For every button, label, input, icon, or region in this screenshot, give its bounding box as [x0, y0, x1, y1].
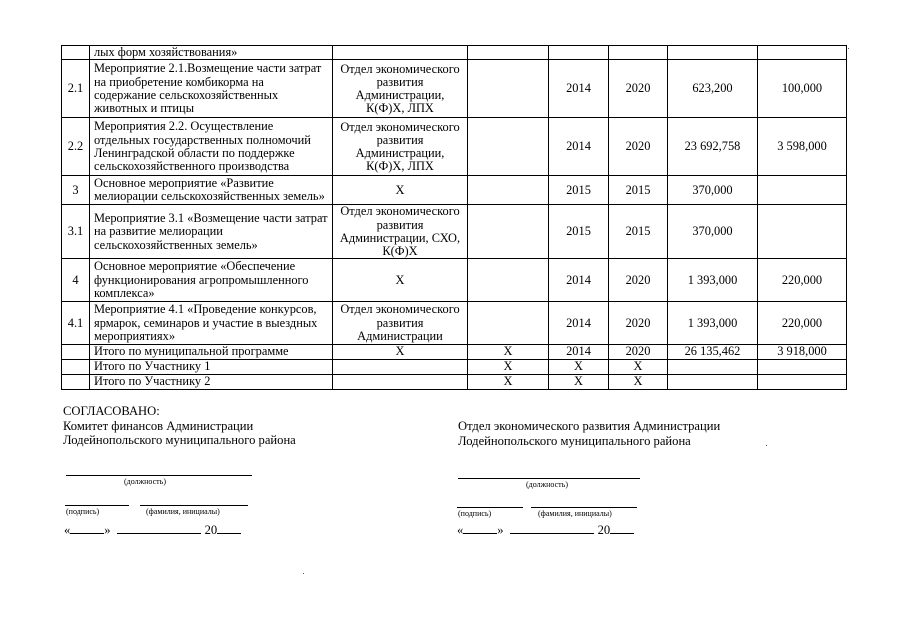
cell-end: 2020 — [609, 302, 668, 345]
table-row — [62, 374, 847, 389]
cell-exec: Х — [333, 259, 468, 302]
cell-start: 2014 — [549, 259, 609, 302]
cell-total — [668, 374, 758, 389]
cell-c3 — [468, 302, 549, 345]
cell-num: 4 — [62, 259, 90, 302]
cell-num — [62, 374, 90, 389]
cell-end: 2020 — [609, 345, 668, 359]
approval-left-block — [63, 404, 296, 448]
cell-start: Х — [549, 359, 609, 374]
cell-num — [62, 345, 90, 359]
cell-exec: Отдел экономического развития Администрации, СХО, К(Ф)Х — [333, 205, 468, 259]
cell-start: 2014 — [549, 302, 609, 345]
cell-total: 623,200 — [668, 60, 758, 118]
cell-exec: Отдел экономического развития Администрации — [333, 302, 468, 345]
cell-total: 370,000 — [668, 176, 758, 205]
cell-exec: Х — [333, 176, 468, 205]
cell-exec: Отдел экономического развития Администрации, К(Ф)Х, ЛПХ — [333, 60, 468, 118]
table-row — [62, 46, 847, 60]
right-name-line — [531, 507, 637, 508]
cell-last — [758, 46, 847, 60]
left-year-prefix: 20 — [204, 523, 218, 537]
left-org-line2: Лодейнопольского муниципального района — [63, 433, 296, 448]
right-name-caption: (фамилия, инициалы) — [538, 509, 612, 518]
cell-end: Х — [609, 374, 668, 389]
table-row — [62, 60, 847, 118]
left-org-line1: Комитет финансов Администрации — [63, 418, 254, 433]
cell-last: 3 918,000 — [758, 345, 847, 359]
cell-end: 2020 — [609, 118, 668, 176]
cell-c3 — [468, 46, 549, 60]
cell-end: 2020 — [609, 259, 668, 302]
cell-last: 100,000 — [758, 60, 847, 118]
table-row — [62, 259, 847, 302]
cell-num: 2.1 — [62, 60, 90, 118]
cell-name: Основное мероприятие «Развитие мелиорации сельскохозяйственных земель» — [90, 176, 333, 205]
cell-start — [549, 46, 609, 60]
cell-name: лых форм хозяйствования» — [90, 46, 333, 60]
cell-name: Итого по Участнику 1 — [90, 359, 333, 374]
right-org-line1: Отдел экономического развития Администрации — [458, 419, 721, 433]
cell-num: 3 — [62, 176, 90, 205]
left-name-caption: (фамилия, инициалы) — [146, 507, 220, 516]
right-signature-caption: (подпись) — [458, 509, 492, 518]
cell-exec: Отдел экономического развития Администрации, К(Ф)Х, ЛПХ — [333, 118, 468, 176]
left-position-line — [66, 475, 252, 476]
cell-last: 220,000 — [758, 302, 847, 345]
left-signature-caption: (подпись) — [66, 507, 100, 516]
left-name-line — [140, 505, 248, 506]
cell-start: 2014 — [549, 118, 609, 176]
cell-total: 1 393,000 — [668, 259, 758, 302]
cell-name: Итого по Участнику 2 — [90, 374, 333, 389]
cell-start: 2015 — [549, 205, 609, 259]
cell-name: Итого по муниципальной программе — [90, 345, 333, 359]
cell-last — [758, 359, 847, 374]
cell-c3: Х — [468, 374, 549, 389]
right-year-prefix: 20 — [597, 523, 611, 537]
cell-end: 2015 — [609, 205, 668, 259]
cell-name: Мероприятие 2.1.Возмещение части затрат на приобретение комбикорма на содержание сельскохозяйственных животных и птицы — [90, 60, 333, 118]
left-position-caption: (должность) — [124, 477, 166, 486]
cell-name: Мероприятие 3.1 «Возмещение части затрат на развитие мелиорации сельскохозяйственных земель» — [90, 205, 333, 259]
cell-c3 — [468, 60, 549, 118]
cell-start: 2014 — [549, 60, 609, 118]
cell-exec — [333, 374, 468, 389]
cell-last: 3 598,000 — [758, 118, 847, 176]
table-row — [62, 205, 847, 259]
cell-total: 370,000 — [668, 205, 758, 259]
left-date-line: « » 20 — [64, 522, 241, 538]
approval-right-block — [458, 419, 720, 448]
right-org-line2: Лодейнопольского муниципального района — [458, 433, 691, 448]
cell-c3: Х — [468, 359, 549, 374]
table-row — [62, 302, 847, 345]
cell-num: 2.2 — [62, 118, 90, 176]
cell-c3 — [468, 205, 549, 259]
approval-heading: СОГЛАСОВАНО: — [63, 404, 160, 418]
cell-num — [62, 359, 90, 374]
cell-total: 26 135,462 — [668, 345, 758, 359]
table-row — [62, 345, 847, 359]
scan-speck — [848, 48, 849, 49]
cell-last — [758, 205, 847, 259]
cell-num: 3.1 — [62, 205, 90, 259]
right-signature-line — [457, 507, 523, 508]
cell-exec — [333, 359, 468, 374]
cell-c3 — [468, 176, 549, 205]
cell-start: Х — [549, 374, 609, 389]
cell-exec: Х — [333, 345, 468, 359]
right-date-line: « » 20 — [457, 522, 634, 538]
cell-total: 1 393,000 — [668, 302, 758, 345]
cell-num — [62, 46, 90, 60]
budget-table — [61, 45, 847, 390]
right-position-caption: (должность) — [526, 480, 568, 489]
scan-speck — [303, 573, 304, 574]
right-position-line — [458, 478, 640, 479]
cell-end: 2015 — [609, 176, 668, 205]
cell-exec — [333, 46, 468, 60]
cell-c3 — [468, 259, 549, 302]
cell-end: Х — [609, 359, 668, 374]
cell-end — [609, 46, 668, 60]
table-row — [62, 118, 847, 176]
cell-last: 220,000 — [758, 259, 847, 302]
cell-num: 4.1 — [62, 302, 90, 345]
cell-total — [668, 46, 758, 60]
cell-name: Основное мероприятие «Обеспечение функционирования агропромышленного комплекса» — [90, 259, 333, 302]
left-signature-line — [65, 505, 129, 506]
cell-end: 2020 — [609, 60, 668, 118]
cell-c3: Х — [468, 345, 549, 359]
cell-total: 23 692,758 — [668, 118, 758, 176]
table-row — [62, 176, 847, 205]
cell-name: Мероприятия 2.2. Осуществление отдельных государственных полномочий Ленинградской области по поддержке сельскохозяйственного производства — [90, 118, 333, 176]
cell-last — [758, 374, 847, 389]
cell-total — [668, 359, 758, 374]
table-row — [62, 359, 847, 374]
cell-start: 2015 — [549, 176, 609, 205]
cell-last — [758, 176, 847, 205]
cell-start: 2014 — [549, 345, 609, 359]
cell-name: Мероприятие 4.1 «Проведение конкурсов, ярмарок, семинаров и участие в выездных мероприятиях» — [90, 302, 333, 345]
cell-c3 — [468, 118, 549, 176]
scan-speck — [766, 445, 767, 446]
